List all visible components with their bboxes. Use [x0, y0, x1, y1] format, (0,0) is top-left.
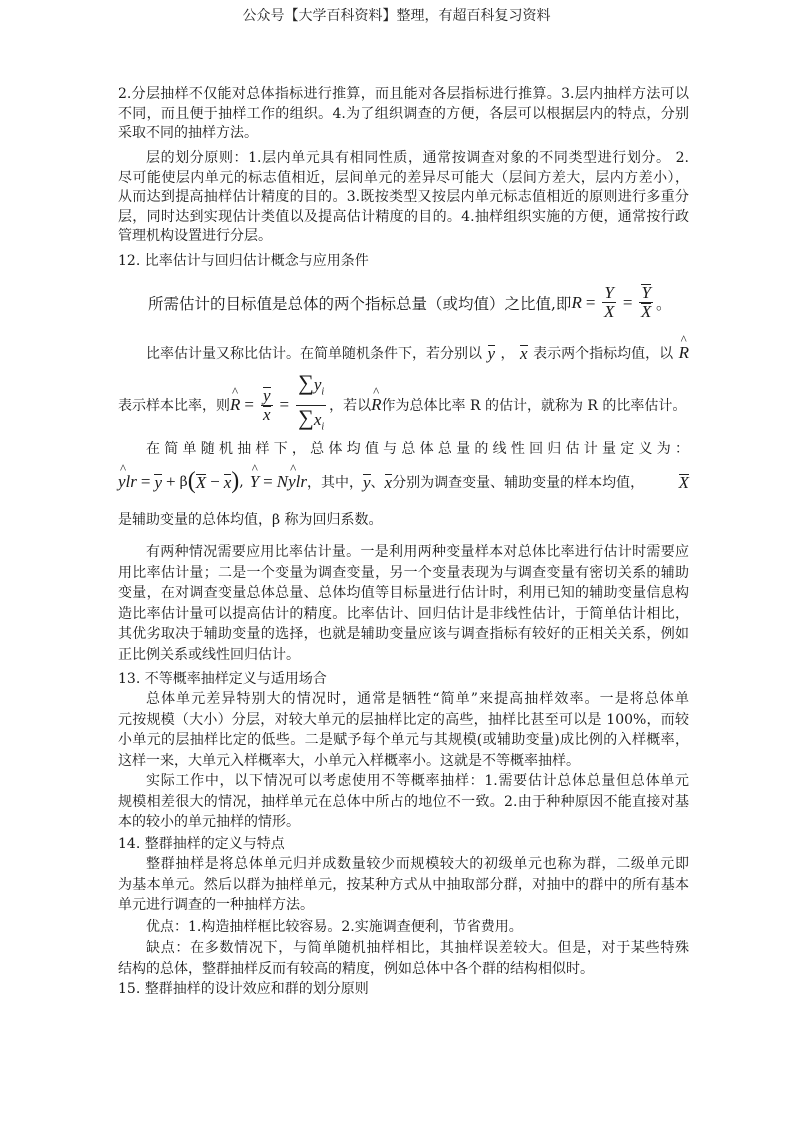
sub-i: i	[321, 420, 325, 432]
text-line: 优点：1.构造抽样框比较容易。2.实施调查便利，节省费用。	[146, 919, 523, 935]
formula-text: 所需估计的目标值是总体的两个指标总量（或均值）之比值,即	[148, 294, 572, 313]
text-line: 小单元的层抽样比定的低些。二是赋予每个单元与其规模(或辅助变量)成比例的入样概率，	[118, 732, 689, 749]
text-line: 其优劣取决于辅助变量的选择，也就是辅助变量应该与调查指标有较好的正相关关系，例如	[118, 626, 689, 643]
math-R: R	[571, 292, 582, 312]
text-line: 变量，在对调查变量总体总量、总体均值等目标量进行估计时，利用已知的辅助变量信息构	[118, 585, 689, 602]
text: ，其中，	[307, 474, 363, 491]
math-Xbar: X	[195, 472, 207, 492]
fraction-ybar-xbar	[261, 387, 273, 424]
text-line: 元按规模（大小）分层，对较大单元的层抽样比定的高些，抽样比甚至可以是 100%，而较	[118, 711, 689, 728]
den: x	[262, 404, 271, 424]
page-header: 公众号【大学百科资料】整理，有超百科复习资料	[242, 8, 551, 24]
den: X	[641, 302, 652, 321]
text-line: 缺点：在多数情况下，与简单随机抽样相比，其抽样误差较大。但是，对于某些特殊	[146, 940, 689, 956]
text-line: 采取不同的抽样方法。	[118, 125, 258, 142]
math-xbar: x	[384, 472, 393, 492]
text-line: 总体单元差异特别大的情况时，通常是牺牲“简单”来提高抽样效率。一是将总体单	[146, 691, 689, 707]
text-line: 单元进行调查的一种抽样方法。	[118, 897, 314, 914]
text-line: 实际工作中，以下情况可以考虑使用不等概率抽样：1.需要估计总体总量但总体单元	[146, 773, 689, 789]
text-line: 层，同时达到实现估计类值以及提高估计精度的目的。4.抽样组织实施的方便，通常按行政	[118, 208, 689, 225]
sigma: ∑	[298, 404, 314, 430]
text-line: 规模相差很大的情况，抽样单元在总体中所占的地位不一致。2.由于种种原因不能直接对基	[118, 793, 689, 810]
text: 、	[370, 474, 385, 491]
num: Y	[641, 283, 651, 302]
text-line: 有两种情况需要应用比率估计量。一是利用两种变量样本对总体比率进行估计时需要应	[146, 544, 689, 560]
math-xbar: x	[520, 344, 528, 363]
text-line: 为基本单元。然后以群为抽样单元，按某种方式从中抽取部分群，对抽中的群中的所有基本	[118, 876, 689, 893]
text-line: 从而达到提高抽样估计精度的目的。3.既按类型又按层内单元标志值相近的原则进行多重分	[118, 189, 689, 206]
math-eq: =	[279, 395, 290, 414]
math-N: N	[276, 471, 289, 491]
ratio-formula-line	[118, 370, 689, 432]
text-line: 造比率估计量可以提高估计的精度。比率估计、回归估计是非线性估计，于简单估计相比，	[118, 605, 689, 622]
text: 作为总体比率 R 的估计，就称为 R 的比率估计。	[381, 398, 687, 414]
text-line: 本的较小的单元抽样的情形。	[118, 814, 300, 831]
math-Xbar: X	[678, 472, 689, 492]
text-line: 正比例关系或线性回归估计。	[118, 646, 300, 663]
math-Rhat: ^ R	[679, 343, 689, 363]
text-line: 不同，而且便于抽样工作的组织。4.为了组织调查的方便，各层可以根据层内的特点，分别	[118, 105, 689, 122]
fraction-Y-X	[602, 284, 615, 321]
section-heading-12: 12. 比率估计与回归估计概念与应用条件	[118, 253, 369, 269]
period: 。	[655, 294, 672, 313]
math-Rhat: ^ R	[230, 395, 240, 415]
section-heading-15: 15. 整群抽样的设计效应和群的划分原则	[118, 981, 369, 997]
math-xbar: x	[223, 472, 232, 492]
math-minus: −	[210, 471, 220, 491]
text-line: 结构的总体，整群抽样反而有较高的精度，例如总体中各个群的结构相似时。	[118, 960, 594, 977]
math-ybar: y	[487, 344, 496, 363]
math-Yhat: ^ Y	[250, 472, 259, 492]
paragraph	[118, 854, 689, 916]
paragraph	[118, 938, 689, 979]
paragraph	[118, 917, 689, 938]
text: 表示两个指标均值，以	[533, 346, 674, 362]
paren: )	[231, 468, 240, 494]
paragraph	[118, 542, 689, 666]
den: X	[603, 302, 615, 321]
sub-lr: lr	[295, 471, 307, 491]
math-yhat: ^ y	[118, 472, 126, 492]
math-yhat: ^ y	[288, 472, 296, 492]
sub-lr: lr	[125, 471, 137, 491]
text-line: 尽可能使层内单元的标志值相近，层间单元的差异尽可能大（层间方差大，层内方差小），	[118, 169, 689, 186]
paragraph	[118, 771, 689, 833]
text-line: 用比率估计量；二是一个变量为调查变量，另一个变量表现为与调查变量有密切关系的辅助	[118, 564, 689, 581]
math-eq: =	[263, 471, 273, 491]
sub-i: i	[321, 386, 325, 398]
text-line: 2.分层抽样不仅能对总体指标进行推算，而且能对各层指标进行推算。3.层内抽样方法可以	[118, 86, 689, 102]
math-Rhat: ^ R	[371, 395, 381, 415]
math-beta: β	[179, 473, 188, 490]
text-line: 层的划分原则：1.层内单元具有相同性质，通常按调查对象的不同类型进行划分。 2.	[146, 150, 689, 166]
formula-ratio-definition	[148, 284, 719, 321]
ratio-estimator-line	[146, 343, 689, 363]
fraction-sum-y-sum-x	[296, 371, 326, 439]
math-eq: =	[622, 292, 633, 312]
y: y	[313, 375, 322, 395]
text-line: 管理机构设置进行分层。	[118, 228, 272, 245]
paragraph	[118, 689, 689, 771]
paragraph	[118, 149, 689, 247]
math-ybar: y	[154, 472, 163, 492]
text: 比率估计量又称比估计。在简单随机条件下，若分别以	[146, 346, 482, 362]
num: y	[262, 385, 271, 405]
fraction-Ybar-Xbar	[639, 284, 652, 321]
paren: (	[187, 468, 196, 494]
sigma: ∑	[298, 370, 314, 396]
section-heading-13: 13. 不等概率抽样定义与适用场合	[118, 671, 327, 687]
text: 表示样本比率，则	[118, 398, 230, 414]
text-line: 这样一来，大单元入样概率大，小单元入样概率小。这就是不等概率抽样。	[118, 752, 580, 769]
comma: ,	[239, 473, 244, 490]
paragraph	[118, 85, 689, 144]
regression-formula-line	[118, 468, 689, 495]
regression-intro	[146, 440, 689, 460]
text-line: 整群抽样是将总体单元归并成数量较少而规模较大的初级单元也称为群，二级单元即	[146, 856, 689, 872]
num: Y	[604, 283, 614, 302]
text: ，若以	[329, 398, 372, 414]
text: ，	[500, 346, 515, 362]
math-ybar: y	[363, 472, 371, 492]
section-heading-14: 14. 整群抽样的定义与特点	[118, 836, 285, 852]
regression-coefficient-text: 是辅助变量的总体均值，β 称为回归系数。	[118, 512, 383, 528]
text-line: 在简单随机抽样下，总体均值与总体总量的线性回归估计量定义为：	[146, 441, 689, 457]
math-eq: =	[585, 292, 596, 312]
math-eq: =	[140, 471, 151, 491]
text: 分别为调查变量、辅助变量的样本均值，	[392, 474, 645, 491]
math-eq: =	[244, 395, 254, 414]
math-plus: +	[166, 471, 176, 491]
x: x	[313, 409, 322, 429]
